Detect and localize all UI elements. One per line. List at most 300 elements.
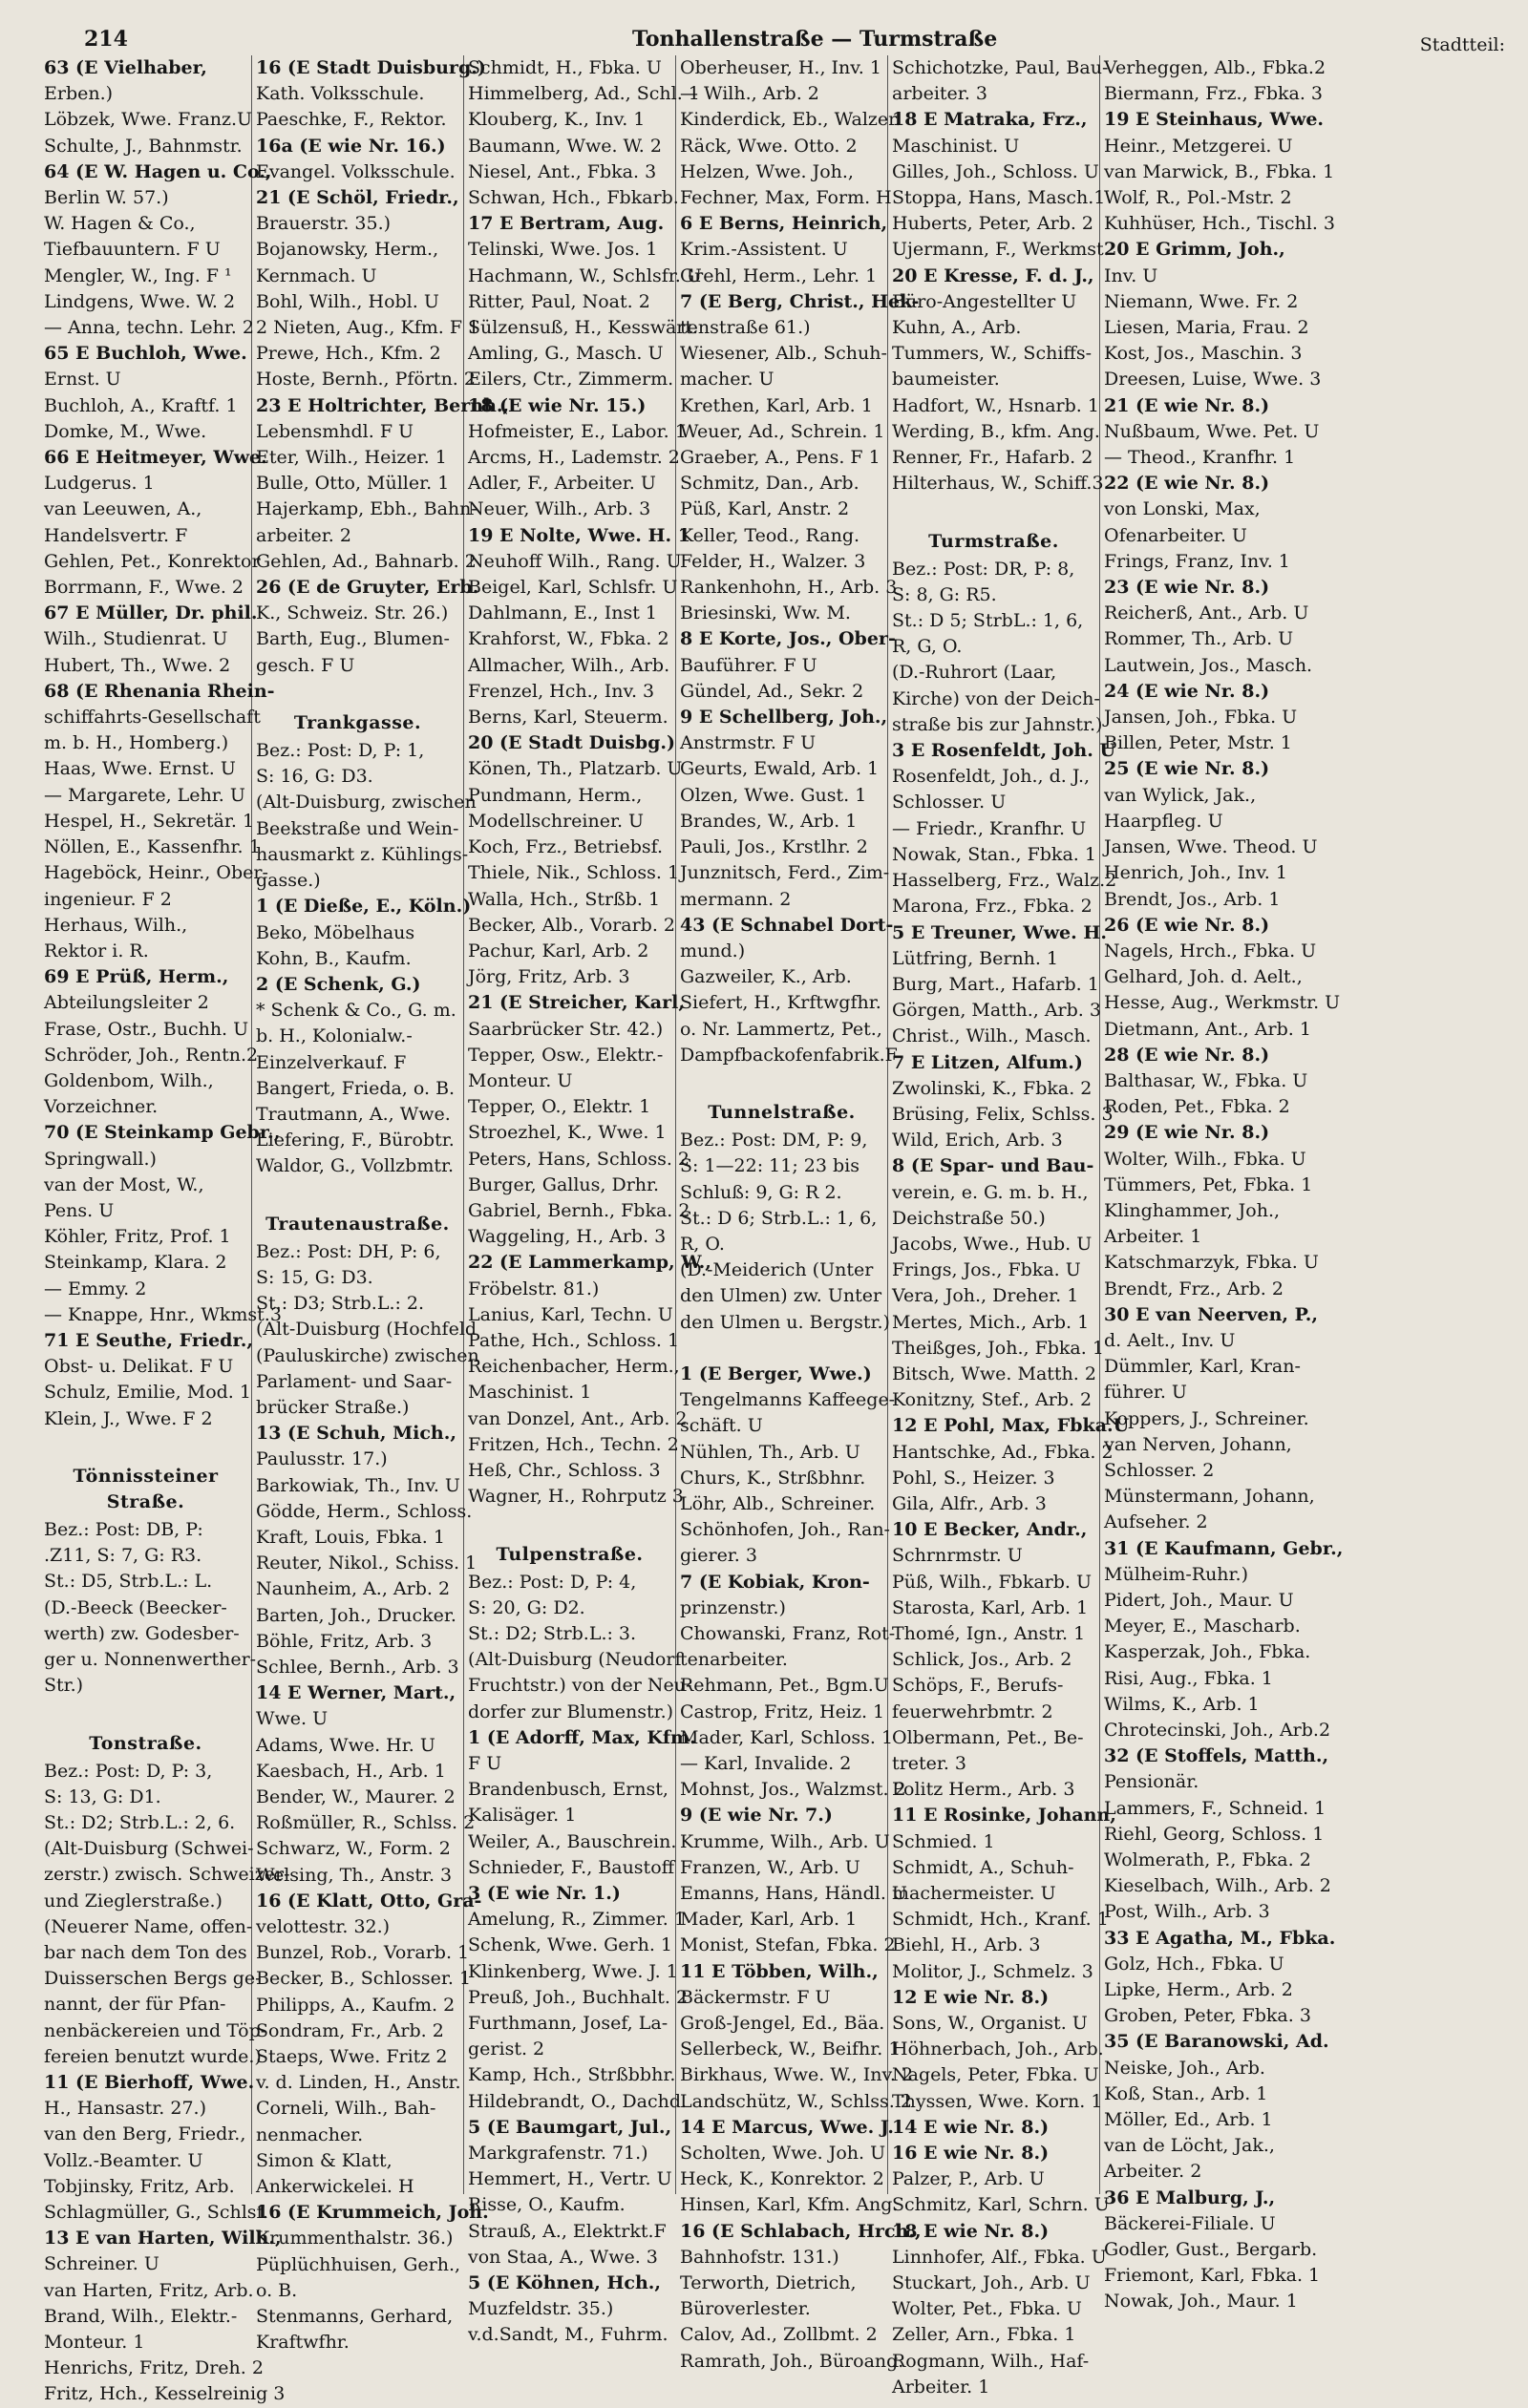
entry-line: Tepper, O., Elektr. 1 [468,1096,651,1118]
entry-line: Lindgens, Wwe. W. 2 [44,290,236,312]
entry-line: Schwan, Hch., Fbkarb. [468,187,679,209]
entry-line: Hilterhaus, W., Schiff.3 [892,473,1104,495]
entry-line: 13 E van Harten, Wilh., [44,2228,282,2250]
entry-line: Krim.-Assistent. U [680,239,848,261]
entry-line: straße bis zur Jahnstr.) [892,713,1103,735]
entry-line: van Nerven, Johann, [1104,1433,1292,1455]
entry-line: Hasselberg, Frz., Walz.2 [892,870,1117,892]
entry-line: Anstrmstr. F U [680,732,817,754]
entry-line: Birkhaus, Wwe. W., Inv. 2 [680,2064,914,2086]
entry-line: Hildebrandt, O., Dachd. [468,2090,688,2112]
entry-line: Kath. Volksschule. [256,83,425,105]
entry-line: Weuer, Ad., Schrein. 1 [680,420,885,442]
entry-line: 16 (E Klatt, Otto, Gra- [256,1890,482,1912]
page-number: 214 [84,27,128,52]
entry-line: Büroverlester. [680,2298,811,2320]
entry-line: 18 E Matraka, Frz., [892,109,1088,131]
entry-line: Arbeiter. 1 [892,2376,990,2397]
entry-line: Borrmann, F., Wwe. 2 [44,577,244,599]
entry-line: Schmied. 1 [892,1830,995,1852]
entry-line: 26 (E wie Nr. 8.) [1104,914,1270,936]
entry-line: 1 (E Adorff, Max, Kfm. [468,1726,696,1748]
entry-line: 11 E Rosinke, Johann, [892,1805,1116,1827]
entry-line: Politz Herm., Arb. 3 [892,1779,1075,1801]
entry-line: Frenzel, Hch., Inv. 3 [468,680,655,702]
entry-line: Köhler, Fritz, Prof. 1 [44,1226,231,1248]
entry-line: Kernmach. U [256,264,377,286]
entry-line: Simon & Klatt, [256,2149,393,2171]
entry-line: Vorzeichner. [44,1096,159,1118]
entry-line: Chowanski, Franz, Rot- [680,1622,896,1644]
entry-line: Deichstraße 50.) [892,1207,1046,1229]
entry-line: Bez.: Post: DB, P: [44,1518,203,1540]
entry-line: 8 E Korte, Jos., Ober- [680,628,896,650]
entry-line: Ankerwickelei. H [256,2176,414,2198]
entry-line: Groben, Peter, Fbka. 3 [1104,2005,1311,2027]
entry-line: (Pauluskirche) zwischen [256,1344,479,1366]
entry-line: Schöps, F., Berufs- [892,1675,1064,1697]
entry-line: Berns, Karl, Steuerm. [468,707,668,729]
entry-line: Münstermann, Johann, [1104,1486,1315,1508]
entry-line: Werding, B., kfm. Ang. [892,420,1100,442]
entry-line: Beko, Möbelhaus [256,921,415,943]
entry-line: 1 (E Berger, Wwe.) [680,1362,872,1384]
entry-line: schiffahrts-Gesellschaft [44,707,261,729]
entry-line: Kohn, B., Kaufm. [256,947,412,969]
entry-line: Bulle, Otto, Müller. 1 [256,473,450,495]
entry-line: Telinski, Wwe. Jos. 1 [468,239,658,261]
entry-line: 5 (E Köhnen, Hch., [468,2272,662,2294]
entry-line: Lipke, Herm., Arb. 2 [1104,1979,1293,2001]
entry-line: 22 (E Lammerkamp, W., [468,1252,711,1274]
entry-line: Saarbrücker Str. 42.) [468,1018,664,1040]
entry-line: Rommer, Th., Arb. U [1104,628,1294,650]
entry-line: St.: D2; Strb.L.: 2, 6. [44,1812,236,1833]
entry-line: 3 (E wie Nr. 1.) [468,1883,621,1905]
entry-line: Schenk, Wwe. Gerh. 1 [468,1934,672,1956]
entry-line: b. H., Kolonialw.- [256,1025,413,1047]
entry-line: Gehlen, Ad., Bahnarb. 2 [256,550,477,572]
entry-line: schäft. U [680,1415,763,1437]
entry-line: Starosta, Karl, Arb. 1 [892,1596,1089,1618]
entry-line: Krahforst, W., Fbka. 2 [468,628,669,650]
entry-line: Brandes, W., Arb. 1 [680,810,858,832]
entry-line: Risi, Aug., Fbka. 1 [1104,1667,1273,1689]
entry-line: gesch. F U [256,654,355,676]
entry-line: Koppers, J., Schreiner. [1104,1407,1309,1429]
entry-line: 8 (E Spar- und Bau- [892,1155,1094,1177]
entry-line: H., Hansastr. 27.) [44,2098,206,2120]
entry-line: (Alt-Duisburg (Hochfeld [256,1319,478,1341]
entry-line: Meyer, E., Mascharb. [1104,1616,1301,1637]
entry-line: Hinsen, Karl, Kfm. Ang. [680,2194,899,2216]
entry-line: gierer. 3 [680,1545,757,1567]
entry-line: Löhr, Alb., Schreiner. [680,1492,876,1514]
entry-line: Neiske, Joh., Arb. [1104,2057,1265,2079]
column-3 [464,55,711,2346]
entry-line: Roden, Pet., Fbka. 2 [1104,1096,1290,1118]
entry-line: Hajerkamp, Ebh., Bahn- [256,498,478,520]
entry-line: Kinderdick, Eb., Walzer. [680,109,902,131]
entry-line: Himmelberg, Ad., Schl. 1 [468,83,700,105]
entry-line: 31 (E Kaufmann, Gebr., [1104,1537,1344,1559]
entry-line: Klouberg, K., Inv. 1 [468,109,646,131]
directory-columns [40,55,1518,2405]
entry-line: Pohl, S., Heizer. 3 [892,1467,1055,1489]
entry-line: Ramrath, Joh., Büroang. [680,2350,904,2372]
entry-line: 3 E Rosenfeldt, Joh. U [892,740,1116,762]
entry-line: Kost, Jos., Maschin. 3 [1104,343,1303,365]
entry-line: gerist. 2 [468,2038,545,2060]
entry-line: Bez.: Post: D, P: 1, [256,740,425,762]
entry-line: 20 E Kresse, F. d. J., [892,264,1094,286]
entry-line: van der Most, W., [44,1173,204,1195]
entry-line: Gila, Alfr., Arb. 3 [892,1492,1047,1514]
entry-line: Schmitz, Karl, Schrn. U [892,2194,1110,2216]
entry-line: 18 E wie Nr. 8.) [892,2220,1050,2242]
entry-line: K., Schweiz. Str. 26.) [256,602,449,624]
entry-line: Str.) [44,1675,84,1697]
entry-line: 7 (E Berg, Christ., Hek- [680,290,920,312]
entry-line: Friemont, Karl, Fbka. 1 [1104,2265,1321,2287]
entry-line: van Leeuwen, A., [44,498,202,520]
entry-line: Wiesener, Alb., Schuh- [680,343,887,365]
entry-line: von Lonski, Max, [1104,498,1261,520]
entry-line: arbeiter. 2 [256,524,351,546]
entry-line: St.: D2; Strb.L.: 3. [468,1622,637,1644]
entry-line: Pens. U [44,1199,115,1221]
entry-line: Bangert, Frieda, o. B. [256,1077,456,1099]
entry-line: (Alt-Duisburg, zwischen [256,792,477,813]
entry-line: Becker, B., Schlosser. 1 [256,1968,472,1990]
entry-line: Gelhard, Joh. d. Aelt., [1104,966,1303,988]
entry-line: Mohnst, Jos., Walzmst. 2 [680,1779,906,1801]
entry-line: Mengler, W., Ing. F ¹ [44,264,232,286]
entry-line: Sons, W., Organist. U [892,2013,1088,2035]
entry-line: * Schenk & Co., G. m. [256,1000,456,1022]
entry-line: Koch, Frz., Betriebsf. [468,836,664,858]
entry-line: 35 (E Baranowski, Ad. [1104,2031,1329,2053]
street-heading: Trautenaustraße. [265,1213,450,1235]
entry-line: Tümmers, Pet, Fbka. 1 [1104,1173,1313,1195]
entry-line: Burger, Gallus, Drhr. [468,1173,660,1195]
entry-line: Krumme, Wilh., Arb. U [680,1830,890,1852]
entry-line: S: 16, G: D3. [256,766,373,788]
street-heading: Tunnelstraße. [708,1102,856,1124]
entry-line: Markgrafenstr. 71.) [468,2143,648,2165]
entry-line: Henrich, Joh., Inv. 1 [1104,862,1287,884]
entry-line: Jansen, Wwe. Theod. U [1104,836,1318,858]
entry-line: St.: D 5; StrbL.: 1, 6, [892,610,1084,632]
entry-line: 23 (E wie Nr. 8.) [1104,577,1270,599]
entry-line: Konitzny, Stef., Arb. 2 [892,1389,1093,1411]
entry-line: Wagner, H., Rohrputz 3 [468,1486,684,1508]
entry-line: Dreesen, Luise, Wwe. 3 [1104,369,1322,391]
entry-line: 26 (E de Gruyter, Erb. [256,577,479,599]
entry-line: Kamp, Hch., Strßbbhr. [468,2064,676,2086]
entry-line: Ujermann, F., Werkmst. [892,239,1110,261]
entry-line: Paulusstr. 17.) [256,1448,388,1470]
entry-line: Rehmann, Pet., Bgm.U [680,1675,889,1697]
entry-line: Haas, Wwe. Ernst. U [44,758,236,780]
entry-line: 14 E Marcus, Wwe. J. [680,2116,894,2138]
entry-line: Junznitsch, Ferd., Zim- [680,862,890,884]
entry-line: Höhnerbach, Joh., Arb. [892,2038,1104,2060]
entry-line: .Z11, S: 7, G: R3. [44,1545,202,1567]
entry-line: Bauführer. F U [680,654,817,676]
entry-line: Dampfbackofenfabrik.F [680,1044,898,1066]
entry-line: Liefering, F., Bürobtr. [256,1130,455,1151]
entry-line: Oberheuser, H., Inv. 1 [680,57,881,78]
entry-line: Nowak, Joh., Maur. 1 [1104,2291,1298,2313]
entry-line: Olzen, Wwe. Gust. 1 [680,784,867,806]
entry-line: und Zieglerstraße.) [44,1890,223,1912]
entry-line: Obst- u. Delikat. F U [44,1356,234,1378]
entry-line: Hadfort, W., Hsnarb. 1 [892,394,1099,416]
entry-line: Bender, W., Maurer. 2 [256,1786,456,1807]
entry-line: Amelung, R., Zimmer. 1 [468,1909,686,1931]
entry-line: St.: D3; Strb.L.: 2. [256,1293,425,1315]
entry-line: Neuer, Wilh., Arb. 3 [468,498,651,520]
entry-line: Briesinski, Ww. M. [680,602,851,624]
entry-line: Wilms, K., Arb. 1 [1104,1693,1260,1715]
entry-line: 11 E Többen, Wilh., [680,1960,879,1982]
entry-line: R, G, O. [892,636,963,658]
entry-line: Vera, Joh., Dreher. 1 [892,1285,1079,1307]
entry-line: Nöllen, E., Kassenfhr. 1 [44,836,261,858]
entry-line: Furthmann, Josef, La- [468,2013,668,2035]
entry-line: Ritter, Paul, Noat. 2 [468,290,650,312]
entry-line: Corneli, Wilh., Bah- [256,2098,436,2120]
entry-line: R, O. [680,1233,725,1255]
entry-line: Lammers, F., Schneid. 1 [1104,1797,1326,1819]
entry-line: Burg, Mart., Hafarb. 1 [892,973,1099,995]
entry-line: 2 (E Schenk, G.) [256,973,421,995]
entry-line: Kieselbach, Wilh., Arb. 2 [1104,1875,1331,1897]
entry-line: Krummenthalstr. 36.) [256,2228,454,2250]
entry-line: 65 E Buchloh, Wwe. [44,343,247,365]
entry-line: Gödde, Herm., Schloss. [256,1500,473,1522]
entry-line: Adler, F., Arbeiter. U [468,473,656,495]
entry-line: Niemann, Wwe. Fr. 2 [1104,290,1299,312]
entry-line: 20 E Grimm, Joh., [1104,239,1285,261]
entry-line: Lütfring, Bernh. 1 [892,947,1059,969]
entry-line: Tepper, Osw., Elektr.- [468,1044,664,1066]
entry-line: Schreiner. U [44,2253,159,2275]
entry-line: Zeller, Arn., Fbka. 1 [892,2324,1076,2346]
entry-line: Barkowiak, Th., Inv. U [256,1474,460,1496]
entry-line: Weiler, A., Bauschrein. [468,1830,677,1852]
entry-line: 66 E Heitmeyer, Wwe. [44,447,267,469]
entry-line: (D.-Meiderich (Unter [680,1259,874,1281]
entry-line: nannt, der für Pfan- [44,1994,226,2016]
entry-line: S: 13, G: D1. [44,1785,161,1807]
entry-line: Naunheim, A., Arb. 2 [256,1578,451,1600]
entry-line: 12 E Pohl, Max, Fbka.U [892,1415,1130,1437]
entry-line: Schwarz, W., Form. 2 [256,1838,451,1860]
entry-line: Sondram, Fr., Arb. 2 [256,2019,444,2041]
entry-line: Biehl, H., Arb. 3 [892,1934,1041,1956]
entry-line: Gündel, Ad., Sekr. 2 [680,680,864,702]
entry-line: Tummers, W., Schiffs- [892,343,1093,365]
entry-line: Räck, Wwe. Otto. 2 [680,135,858,157]
entry-line: Bez.: Post: D, P: 3, [44,1760,213,1782]
entry-line: Calov, Ad., Zollbmt. 2 [680,2324,878,2346]
entry-line: Fruchtstr.) von der Neu- [468,1675,692,1697]
entry-line: Biermann, Frz., Fbka. 3 [1104,83,1324,105]
entry-line: Linnhofer, Alf., Fbka. U [892,2246,1107,2268]
entry-line: den Ulmen) zw. Unter [680,1285,882,1307]
entry-line: Hespel, H., Sekretär. 1 [44,810,255,832]
entry-line: v.d.Sandt, M., Fuhrm. [468,2324,668,2346]
entry-line: ingenieur. F 2 [44,888,172,910]
entry-line [892,496,1095,522]
entry-line: Wolmerath, P., Fbka. 2 [1104,1849,1311,1871]
entry-line: Herhaus, Wilh., [44,914,188,936]
entry-line: 21 (E Streicher, Karl, [468,992,685,1014]
entry-line: Heck, K., Konrektor. 2 [680,2168,884,2190]
entry-line: Risse, O., Kaufm. [468,2194,626,2216]
entry-line: d. Aelt., Inv. U [1104,1329,1236,1351]
entry-line: Tobjinsky, Fritz, Arb. [44,2175,235,2197]
entry-line: Jacobs, Wwe., Hub. U [892,1233,1093,1255]
entry-line: 36 E Malburg, J., [1104,2186,1276,2208]
entry-line: Neuhoff Wilh., Rang. U [468,550,682,572]
entry-line: Strauß, A., Elektrkt.F [468,2220,667,2242]
entry-line: — Knappe, Hnr., Wkmst.3 [44,1303,282,1325]
entry-line: Monteur. U [468,1069,573,1091]
entry-line: Buchloh, A., Kraftf. 1 [44,394,238,416]
entry-line: Thomé, Ign., Anstr. 1 [892,1622,1086,1644]
entry-line: Geurts, Ewald, Arb. 1 [680,758,880,780]
entry-line: Landschütz, W., Schlss. 2 [680,2090,912,2112]
entry-line: Monist, Stefan, Fbka. 2 [680,1934,896,1956]
entry-line: Pidert, Joh., Maur. U [1104,1589,1294,1611]
entry-line: Bohl, Wilh., Hobl. U [256,290,439,312]
entry-line: 19 E Steinhaus, Wwe. [1104,109,1325,131]
entry-line: S: 15, G: D3. [256,1266,373,1288]
entry-line: Hesse, Aug., Werkmstr. U [1104,992,1341,1014]
street-heading: Trankgasse. [293,712,422,734]
entry-line: Fritz, Hch., Kesselreinig 3 [44,2383,286,2405]
entry-line: tenarbeiter. [680,1649,788,1671]
entry-line: Frings, Franz, Inv. 1 [1104,550,1290,572]
entry-line: Golz, Hch., Fbka. U [1104,1953,1284,1975]
entry-line: Aufseher. 2 [1104,1511,1208,1533]
entry-line: Kuhn, A., Arb. [892,317,1022,339]
entry-line: velottestr. 32.) [256,1916,391,1938]
entry-line: — Margarete, Lehr. U [44,784,245,806]
entry-line: Maschinist. U [892,135,1020,157]
entry-line: Hubert, Th., Wwe. 2 [44,654,231,676]
entry-line: Tiefbauuntern. F U [44,239,221,261]
entry-line: 33 E Agatha, M., Fbka. [1104,1927,1336,1949]
entry-line: 43 (E Schnabel Dort- [680,914,894,936]
entry-line: 32 (E Stoffels, Matth., [1104,1745,1329,1767]
entry-line: 7 (E Kobiak, Kron- [680,1571,870,1593]
entry-line: Molitor, J., Schmelz. 3 [892,1960,1093,1982]
entry-line: Nagels, Hrch., Fbka. U [1104,940,1317,961]
entry-line: tenstraße 61.) [680,317,811,339]
entry-line: o. B. [256,2279,298,2301]
entry-line: Eilers, Ctr., Zimmerm. [468,369,674,391]
entry-line: 13 (E Schuh, Mich., [256,1423,456,1445]
entry-line: Klein, J., Wwe. F 2 [44,1407,213,1429]
entry-line: Keller, Teod., Rang. [680,524,860,546]
entry-line: Koß, Stan., Arb. 1 [1104,2082,1268,2104]
entry-line: St.: D 6; Strb.L.: 1, 6, [680,1207,878,1229]
entry-line: — Wilh., Arb. 2 [680,83,819,105]
entry-line: hausmarkt z. Kühlings- [256,843,469,865]
entry-line: Henrichs, Fritz, Dreh. 2 [44,2357,264,2379]
entry-line: Mertes, Mich., Arb. 1 [892,1311,1090,1333]
entry-line: Ludgerus. 1 [44,473,155,495]
entry-line: Stroezhel, K., Wwe. 1 [468,1122,667,1144]
entry-line [680,1336,883,1362]
entry-line: St.: D5, Strb.L.: L. [44,1571,213,1593]
entry-line: Hofmeister, E., Labor. 1 [468,420,687,442]
entry-line: Rogmann, Wilh., Haf- [892,2350,1090,2372]
entry-line: Grehl, Herm., Lehr. 1 [680,264,878,286]
entry-line: Groß-Jengel, Ed., Bäa. [680,2013,885,2035]
entry-line: — Karl, Invalide. 2 [680,1753,852,1774]
entry-line: 16 (E Stadt Duisburg.) [256,57,486,78]
entry-line: zerstr.) zwisch. Schweizer- [44,1864,290,1886]
entry-line: (D.-Ruhrort (Laar, [892,662,1057,684]
entry-line: Pundmann, Herm., [468,784,643,806]
entry-line: Einzelverkauf. F [256,1051,407,1073]
entry-line: 68 (E Rhenania Rhein- [44,680,275,702]
entry-line: Beekstraße und Wein- [256,817,459,839]
entry-line: Vollz.-Beamter. U [44,2149,203,2171]
entry-line: Schichotzke, Paul, Bau- [892,57,1109,78]
entry-line: Arbeiter. 2 [1104,2161,1202,2183]
entry-line: (D.-Beeck (Beecker- [44,1596,227,1618]
column-6 [1100,55,1344,2313]
entry-line: Fechner, Max, Form. H [680,187,892,209]
entry-line: Dietmann, Ant., Arb. 1 [1104,1018,1311,1040]
entry-line: Abteilungsleiter 2 [44,992,209,1014]
entry-line: Baumann, Wwe. W. 2 [468,135,662,157]
entry-line: Reicherß, Ant., Arb. U [1104,602,1309,624]
entry-line: van Donzel, Ant., Arb. 2 [468,1407,688,1429]
entry-line: Mader, Karl, Arb. 1 [680,1909,858,1931]
street-heading: Turmstraße. [928,530,1059,552]
entry-line: Riehl, Georg, Schloss. 1 [1104,1823,1325,1845]
entry-line: Wolter, Wilh., Fbka. U [1104,1148,1306,1170]
entry-line: Marona, Frz., Fbka. 2 [892,896,1093,918]
entry-line: Berlin W. 57.) [44,187,169,209]
entry-line: Gehlen, Pet., Konrektor [44,550,261,572]
entry-line: Springwall.) [44,1148,157,1170]
entry-line: den Ulmen u. Bergstr.) [680,1311,890,1333]
entry-line: Kuhhüser, Hch., Tischl. 3 [1104,213,1335,235]
entry-line: Allmacher, Wilh., Arb. [468,654,670,676]
entry-line: Fritzen, Hch., Techn. 2 [468,1433,679,1455]
entry-line: Barten, Joh., Drucker. [256,1604,456,1626]
entry-line: Olbermann, Pet., Be- [892,1726,1084,1748]
entry-line: 16 (E Krummeich, Joh. [256,2202,489,2224]
entry-line: 29 (E wie Nr. 8.) [1104,1122,1270,1144]
entry-line: Bäckerei-Filiale. U [1104,2212,1276,2234]
entry-line: 23 E Holtrichter, Bernh., [256,394,510,416]
entry-line: 14 E Werner, Mart., [256,1682,456,1704]
entry-line: van Wylick, Jak., [1104,784,1257,806]
entry-line: Schröder, Joh., Rentn.2 [44,1044,259,1066]
entry-line: verein, e. G. m. b. H., [892,1181,1089,1203]
entry-line: Paeschke, F., Rektor. [256,109,447,131]
entry-line: 69 E Prüß, Herm., [44,966,229,988]
